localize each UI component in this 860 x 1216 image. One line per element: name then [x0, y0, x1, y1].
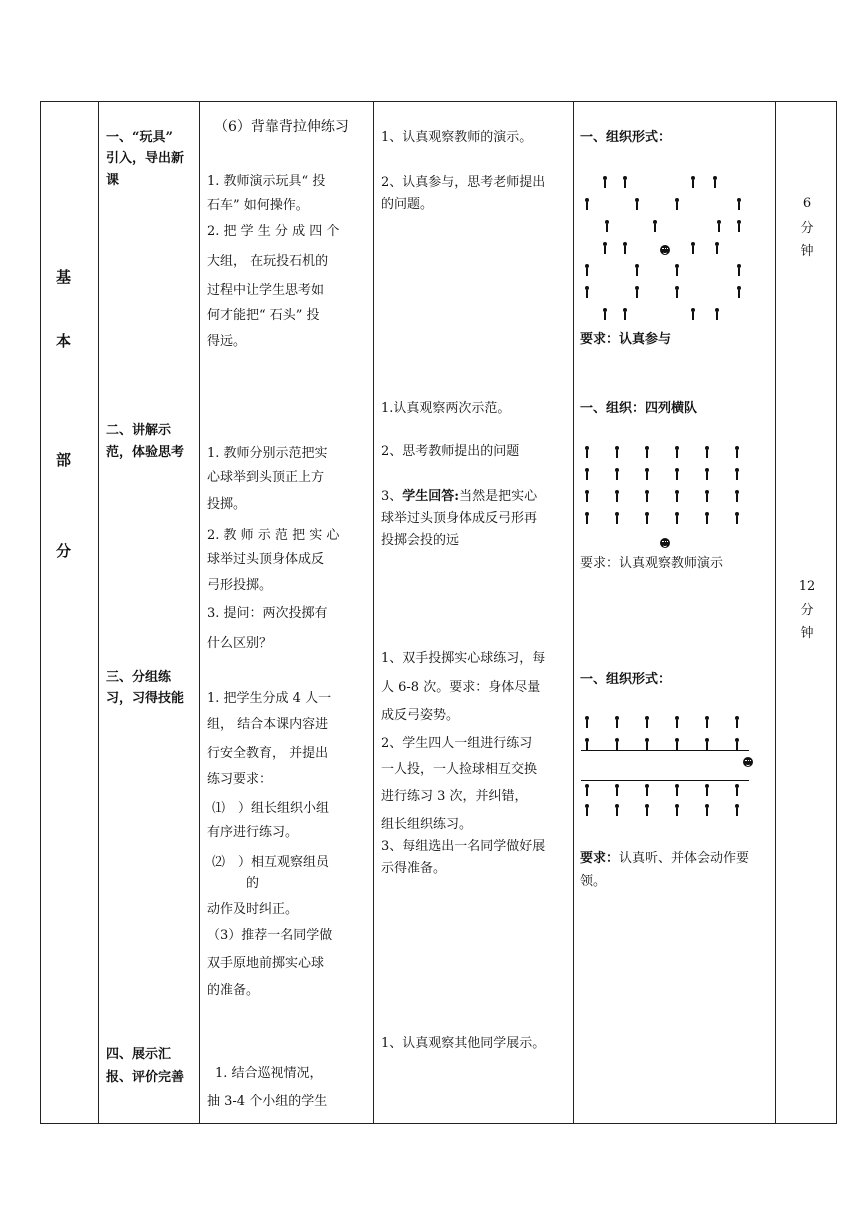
student-block-3-line-1: 1、双手投掷实心球练习，每 — [381, 651, 546, 666]
teacher-block-2-line-8: 什么区别？ — [207, 636, 273, 651]
student-figure-icon — [584, 512, 590, 524]
teacher-block-2-line-1: 1. 教师分别示范把实 — [207, 446, 328, 461]
requirement-text: 认真听、并体会动作要 — [619, 851, 750, 866]
teacher-block-2-line-2: 心球举到头顶正上方 — [207, 470, 325, 485]
teacher-block-2-line-5: 球举过头顶身体成反 — [207, 552, 325, 567]
student-figure-icon — [584, 804, 590, 816]
org-block-3-title: 一、组织形式： — [580, 672, 672, 687]
student-figure-icon — [734, 512, 740, 524]
student-figure-icon — [674, 804, 680, 816]
student-figure-icon — [674, 738, 680, 750]
student-figure-icon — [674, 286, 680, 298]
section-char-1: 基 — [56, 268, 72, 286]
teacher-block-1-line-4: 大组， 在玩投石机的 — [207, 254, 329, 269]
requirement-label: 要求： — [580, 851, 620, 866]
student-figure-icon — [604, 220, 610, 232]
student-figure-icon — [644, 446, 650, 458]
col-border-6 — [836, 101, 837, 1124]
col-border-1 — [98, 101, 99, 1124]
section-char-2: 本 — [56, 332, 72, 350]
student-figure-icon — [614, 512, 620, 524]
student-block-3-line-9: 示得准备。 — [381, 861, 447, 876]
student-figure-icon — [652, 220, 658, 232]
teacher-block-1-line-6: 何才能把“ 石头” 投 — [207, 308, 320, 323]
student-figure-icon — [734, 490, 740, 502]
student-figure-icon — [644, 804, 650, 816]
throw-line-2 — [581, 780, 749, 781]
student-figure-icon — [734, 468, 740, 480]
student-figure-icon — [634, 286, 640, 298]
student-figure-icon — [584, 490, 590, 502]
teacher-block-4-line-2: 抽 3-4 个小组的学生 — [207, 1094, 328, 1109]
teacher-face-icon — [660, 245, 670, 255]
student-figure-icon — [622, 176, 628, 188]
student-figure-icon — [634, 198, 640, 210]
student-block-3-line-7: 组长组织练习。 — [381, 817, 473, 832]
student-block-3-line-3: 成反弓姿势。 — [381, 708, 460, 723]
student-figure-icon — [704, 468, 710, 480]
student-figure-icon — [644, 738, 650, 750]
time-2-unit-2: 钟 — [800, 626, 814, 641]
teacher-block-3-line-12: 的准备。 — [207, 983, 260, 998]
student-block-2-line-3 — [381, 486, 537, 508]
stage-1-line-2: 引入，导出新 — [106, 151, 185, 166]
student-block-3-line-2: 人 6-8 次。要求：身体尽量 — [381, 680, 541, 695]
student-figure-icon — [674, 264, 680, 276]
student-block-3-line-6: 进行练习 3 次，并纠错， — [381, 789, 528, 804]
student-figure-icon — [602, 308, 608, 320]
time-2-number: 12 — [798, 579, 816, 594]
student-figure-icon — [690, 242, 696, 254]
col-border-3 — [373, 101, 374, 1124]
student-block-3-line-8: 3、每组选出一名同学做好展 — [381, 839, 546, 854]
col-border-2 — [199, 101, 200, 1124]
student-figure-icon — [736, 220, 742, 232]
teacher-block-3-line-1: 1. 把学生分成 4 人一 — [207, 691, 332, 706]
col-border-4 — [573, 101, 574, 1124]
student-block-2-line-2: 2、思考教师提出的问题 — [381, 444, 520, 459]
student-figure-icon — [704, 512, 710, 524]
teacher-block-1-title: （6）背靠背拉伸练习 — [214, 119, 349, 135]
teacher-block-3-line-3: 行安全教育， 并提出 — [207, 746, 329, 761]
student-figure-icon — [704, 446, 710, 458]
student-figure-icon — [674, 468, 680, 480]
table-top-border — [40, 101, 837, 102]
student-figure-icon — [736, 286, 742, 298]
student-figure-icon — [714, 242, 720, 254]
stage-4-line-1: 四、展示汇 — [106, 1047, 172, 1062]
stage-2-line-1: 二、讲解示 — [106, 423, 172, 438]
student-figure-icon — [644, 512, 650, 524]
time-1-unit-1: 分 — [800, 221, 814, 236]
teacher-block-2-line-4: 2. 教 师 示 范 把 实 心 — [207, 528, 340, 543]
stage-3-line-1: 三、分组练 — [106, 670, 172, 685]
student-block-3-line-5: 一人投，一人捡球相互交换 — [381, 762, 538, 777]
teacher-block-3-line-11: 双手原地前掷实心球 — [207, 956, 325, 971]
teacher-block-1-line-2: 石车” 如何操作。 — [207, 198, 309, 213]
student-figure-icon — [690, 176, 696, 188]
teacher-block-2-line-7: 3. 提问：两次投掷有 — [207, 606, 328, 621]
student-figure-icon — [734, 446, 740, 458]
student-figure-icon — [634, 264, 640, 276]
student-figure-icon — [734, 804, 740, 816]
student-figure-icon — [644, 468, 650, 480]
org-block-3-requirement-line-1 — [580, 848, 749, 870]
student-figure-icon — [584, 716, 590, 728]
time-1-number: 6 — [802, 196, 812, 211]
student-figure-icon — [614, 446, 620, 458]
student-figure-icon — [584, 468, 590, 480]
teacher-block-3-line-2: 组， 结合本课内容进 — [207, 717, 329, 732]
student-figure-icon — [674, 446, 680, 458]
student-figure-icon — [602, 176, 608, 188]
student-figure-icon — [644, 716, 650, 728]
student-figure-icon — [614, 738, 620, 750]
teacher-block-1-line-1: 1. 教师演示玩具“ 投 — [207, 174, 326, 189]
student-figure-icon — [644, 784, 650, 796]
time-1-unit-2: 钟 — [800, 244, 814, 259]
student-block-3-line-4: 2、学生四人一组进行练习 — [381, 736, 533, 751]
student-figure-icon — [690, 308, 696, 320]
stage-1-line-3: 课 — [106, 173, 120, 188]
student-figure-icon — [674, 490, 680, 502]
student-figure-icon — [584, 286, 590, 298]
time-2-unit-1: 分 — [800, 603, 814, 618]
student-figure-icon — [584, 784, 590, 796]
teacher-block-1-line-5: 过程中让学生思考如 — [207, 283, 325, 298]
teacher-block-4-line-1: 1. 结合巡视情况， — [215, 1066, 323, 1081]
teacher-block-1-line-7: 得远。 — [207, 334, 247, 349]
student-figure-icon — [716, 220, 722, 232]
student-figure-icon — [704, 738, 710, 750]
org-block-2-title: 一、组织：四列横队 — [580, 401, 698, 416]
student-figure-icon — [704, 804, 710, 816]
student-figure-icon — [674, 784, 680, 796]
student-figure-icon — [614, 804, 620, 816]
org-block-2-requirement: 要求：认真观察教师演示 — [580, 556, 724, 571]
student-figure-icon — [602, 242, 608, 254]
student-figure-icon — [614, 716, 620, 728]
stage-3-line-2: 习，习得技能 — [106, 691, 185, 706]
teacher-block-2-line-3: 投掷。 — [207, 497, 247, 512]
student-figure-icon — [734, 784, 740, 796]
student-block-2-line-5: 投掷会投的远 — [381, 533, 460, 548]
student-block-4-line-1: 1、认真观察其他同学展示。 — [381, 1036, 546, 1051]
stage-1-line-1: 一、“玩具” — [106, 130, 173, 145]
org-block-1-requirement: 要求：认真参与 — [580, 332, 672, 347]
col-border-0 — [40, 101, 41, 1124]
throw-line-1 — [581, 750, 749, 751]
student-figure-icon — [584, 198, 590, 210]
teacher-face-icon — [660, 538, 670, 548]
student-figure-icon — [704, 716, 710, 728]
teacher-block-1-line-3: 2. 把 学 生 分 成 四 个 — [207, 224, 340, 239]
teacher-block-3-line-4: 练习要求： — [207, 772, 273, 787]
student-figure-icon — [622, 308, 628, 320]
student-figure-icon — [614, 784, 620, 796]
student-figure-icon — [674, 512, 680, 524]
teacher-face-icon — [743, 757, 753, 767]
student-figure-icon — [674, 198, 680, 210]
formation-diagram-circle — [578, 168, 758, 328]
student-figure-icon — [584, 446, 590, 458]
student-figure-icon — [584, 738, 590, 750]
table-bottom-border — [40, 1123, 837, 1124]
teacher-block-3-line-6: 有序进行练习。 — [207, 825, 299, 840]
student-block-1-line-1: 1、认真观察教师的演示。 — [381, 130, 533, 145]
answer-label: 学生回答: — [402, 489, 460, 504]
org-block-3-requirement-line-2: 领。 — [580, 874, 607, 889]
student-figure-icon — [736, 198, 742, 210]
section-char-4: 分 — [56, 542, 72, 560]
formation-diagram-lines — [578, 440, 758, 550]
student-figure-icon — [704, 490, 710, 502]
student-block-2-line-1: 1.认真观察两次示范。 — [381, 401, 511, 416]
student-figure-icon — [584, 264, 590, 276]
stage-2-line-2: 范，体验思考 — [106, 445, 185, 460]
student-figure-icon — [712, 176, 718, 188]
teacher-block-3-line-5: ⑴ ）组长组织小组 — [212, 801, 330, 816]
student-figure-icon — [704, 784, 710, 796]
formation-diagram-pairs — [578, 710, 758, 810]
student-block-1-line-2: 2、认真参与，思考老师提出 — [381, 175, 546, 190]
student-figure-icon — [734, 738, 740, 750]
teacher-block-3-line-9: 动作及时纠正。 — [207, 902, 299, 917]
student-block-1-line-3: 的问题。 — [381, 197, 434, 212]
student-figure-icon — [644, 490, 650, 502]
student-figure-icon — [622, 242, 628, 254]
col-border-5 — [775, 101, 776, 1124]
teacher-block-3-line-10: （3）推荐一名同学做 — [207, 928, 333, 943]
student-figure-icon — [736, 264, 742, 276]
student-figure-icon — [614, 468, 620, 480]
stage-4-line-2: 报、评价完善 — [106, 1070, 185, 1085]
teacher-block-3-line-7: ⑵ ）相互观察组员 — [212, 855, 330, 870]
student-block-2-line-4: 球举过头顶身体成反弓形再 — [381, 511, 538, 526]
org-block-1-title: 一、组织形式： — [580, 130, 672, 145]
student-figure-icon — [734, 716, 740, 728]
answer-text: 当然是把实心 — [459, 489, 538, 504]
student-figure-icon — [674, 716, 680, 728]
teacher-block-3-line-8: 的 — [246, 876, 260, 891]
student-figure-icon — [614, 490, 620, 502]
section-char-3: 部 — [56, 451, 72, 469]
answer-number: 3、 — [381, 489, 403, 504]
student-figure-icon — [714, 308, 720, 320]
teacher-block-2-line-6: 弓形投掷。 — [207, 578, 273, 593]
